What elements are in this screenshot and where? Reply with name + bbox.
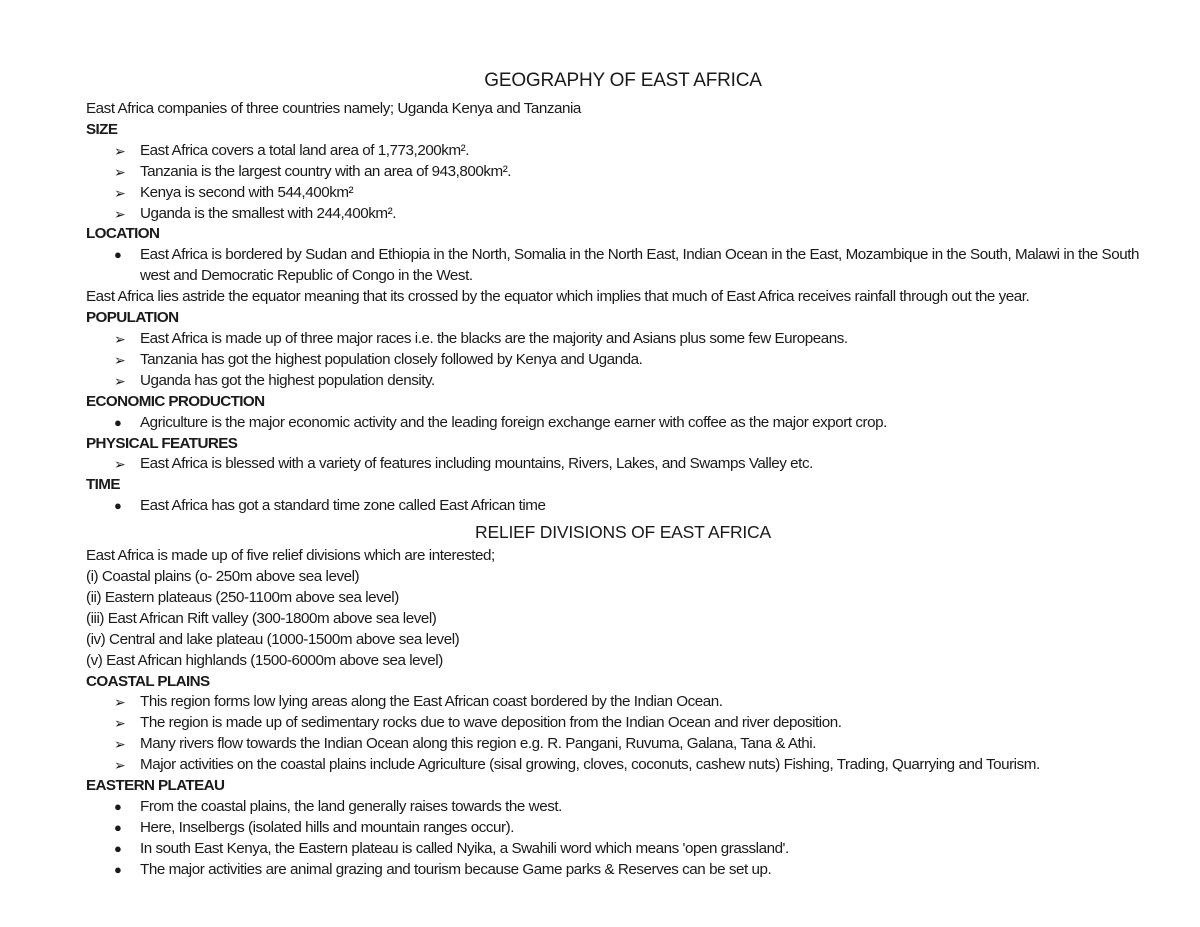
arrow-bullet-icon: ➢ xyxy=(114,694,126,711)
relief-title: RELIEF DIVISIONS OF EAST AFRICA xyxy=(475,522,771,543)
relief-division: (iv) Central and lake plateau (1000-1500m above sea level) xyxy=(86,630,460,648)
round-bullet-icon: ● xyxy=(114,414,122,430)
round-bullet-icon: ● xyxy=(114,799,122,814)
list-item-text: East Africa has got a standard time zone called East African time xyxy=(140,497,546,515)
list-item-text: East Africa is blessed with a variety of features including mountains, Rivers, Lakes, and Swamps Valley etc. xyxy=(140,455,813,473)
list-item xyxy=(86,245,1140,287)
list-item-text: East Africa is bordered by Sudan and Ethiopia in the North, Somalia in the North East, Indian Ocean in the East, Mozambique in the South, Malawi in the South west and Democratic Republic of Congo in the West. xyxy=(140,246,1140,285)
list-item-text: East Africa covers a total land area of 1,773,200km². xyxy=(140,141,470,159)
population-list xyxy=(86,329,1140,392)
relief-division: (ii) Eastern plateaus (250-1100m above sea level) xyxy=(86,588,399,606)
list-item-text: Uganda is the smallest with 244,400km². xyxy=(140,204,396,222)
economic-list xyxy=(86,413,1140,434)
round-bullet-icon: ● xyxy=(114,247,122,263)
list-item xyxy=(86,183,1140,204)
economic-heading: ECONOMIC PRODUCTION xyxy=(86,392,265,410)
list-item xyxy=(86,496,1140,517)
equator-paragraph: East Africa lies astride the equator meaning that its crossed by the equator which implies that much of East Africa receives rainfall through out the year. xyxy=(86,288,1030,306)
list-item xyxy=(86,454,1140,475)
relief-division: (v) East African highlands (1500-6000m above sea level) xyxy=(86,651,443,669)
relief-division: (i) Coastal plains (o- 250m above sea level) xyxy=(86,568,360,586)
physical-heading: PHYSICAL FEATURES xyxy=(86,434,238,452)
list-item xyxy=(86,204,1140,225)
arrow-bullet-icon: ➢ xyxy=(114,372,126,389)
list-item xyxy=(86,329,1140,350)
list-item-text: Tanzania is the largest country with an area of 943,800km². xyxy=(140,162,512,180)
arrow-bullet-icon: ➢ xyxy=(114,142,126,159)
list-item xyxy=(86,797,1140,818)
arrow-bullet-icon: ➢ xyxy=(114,715,126,732)
location-list xyxy=(86,245,1140,287)
arrow-bullet-icon: ➢ xyxy=(114,184,126,201)
physical-list xyxy=(86,454,1140,475)
list-item xyxy=(86,371,1140,392)
list-item-text: From the coastal plains, the land generally raises towards the west. xyxy=(140,798,562,815)
time-list xyxy=(86,496,1140,517)
list-item-text: Uganda has got the highest population density. xyxy=(140,371,435,389)
population-heading: POPULATION xyxy=(86,309,179,327)
size-heading: SIZE xyxy=(86,120,118,138)
list-item-text: Tanzania has got the highest population closely followed by Kenya and Uganda. xyxy=(140,350,643,368)
list-item xyxy=(86,755,1140,776)
arrow-bullet-icon: ➢ xyxy=(114,456,126,473)
list-item-text: Agriculture is the major economic activity and the leading foreign exchange earner with coffee as the major export crop. xyxy=(140,413,887,431)
arrow-bullet-icon: ➢ xyxy=(114,757,126,774)
round-bullet-icon: ● xyxy=(114,840,122,856)
round-bullet-icon: ● xyxy=(114,498,122,514)
round-bullet-icon: ● xyxy=(114,819,122,835)
arrow-bullet-icon: ➢ xyxy=(114,736,126,753)
relief-intro: East Africa is made up of five relief divisions which are interested; xyxy=(86,547,495,565)
list-item-text: Kenya is second with 544,400km² xyxy=(140,183,354,201)
list-item-text: Here, Inselbergs (isolated hills and mountain ranges occur). xyxy=(140,818,514,836)
size-list xyxy=(86,141,1140,225)
relief-division: (iii) East African Rift valley (300-1800m above sea level) xyxy=(86,609,437,627)
time-heading: TIME xyxy=(86,476,120,494)
document-title: GEOGRAPHY OF EAST AFRICA xyxy=(484,70,762,91)
list-item xyxy=(86,818,1140,839)
list-item-text: The region is made up of sedimentary rocks due to wave deposition from the Indian Ocean and river deposition. xyxy=(140,714,842,732)
intro-paragraph: East Africa companies of three countries namely; Uganda Kenya and Tanzania xyxy=(86,100,581,117)
arrow-bullet-icon: ➢ xyxy=(114,205,126,222)
arrow-bullet-icon: ➢ xyxy=(114,351,126,368)
list-item xyxy=(86,713,1140,734)
eastern-heading: EASTERN PLATEAU xyxy=(86,777,225,795)
round-bullet-icon: ● xyxy=(114,861,122,877)
list-item-text: East Africa is made up of three major races i.e. the blacks are the majority and Asians plus some few Europeans. xyxy=(140,329,848,347)
list-item-text: The major activities are animal grazing and tourism because Game parks & Reserves can be set up. xyxy=(140,860,772,878)
eastern-list xyxy=(86,797,1140,881)
list-item xyxy=(86,860,1140,881)
list-item-text: In south East Kenya, the Eastern plateau is called Nyika, a Swahili word which means 'open grassland'. xyxy=(140,839,789,857)
coastal-heading: COASTAL PLAINS xyxy=(86,672,210,690)
coastal-list xyxy=(86,692,1140,776)
list-item-text: Many rivers flow towards the Indian Ocean along this region e.g. R. Pangani, Ruvuma, Galana, Tana & Athi. xyxy=(140,735,816,753)
list-item xyxy=(86,162,1140,183)
list-item xyxy=(86,692,1140,713)
arrow-bullet-icon: ➢ xyxy=(114,330,126,347)
list-item-text: Major activities on the coastal plains include Agriculture (sisal growing, cloves, coconuts, cashew nuts) Fishing, Trading, Quarrying and Tourism. xyxy=(140,756,1040,774)
arrow-bullet-icon: ➢ xyxy=(114,163,126,180)
list-item xyxy=(86,141,1140,162)
list-item-text: This region forms low lying areas along the East African coast bordered by the Indian Ocean. xyxy=(140,693,723,711)
list-item xyxy=(86,734,1140,755)
location-heading: LOCATION xyxy=(86,225,160,243)
list-item xyxy=(86,413,1140,434)
list-item xyxy=(86,839,1140,860)
list-item xyxy=(86,350,1140,371)
